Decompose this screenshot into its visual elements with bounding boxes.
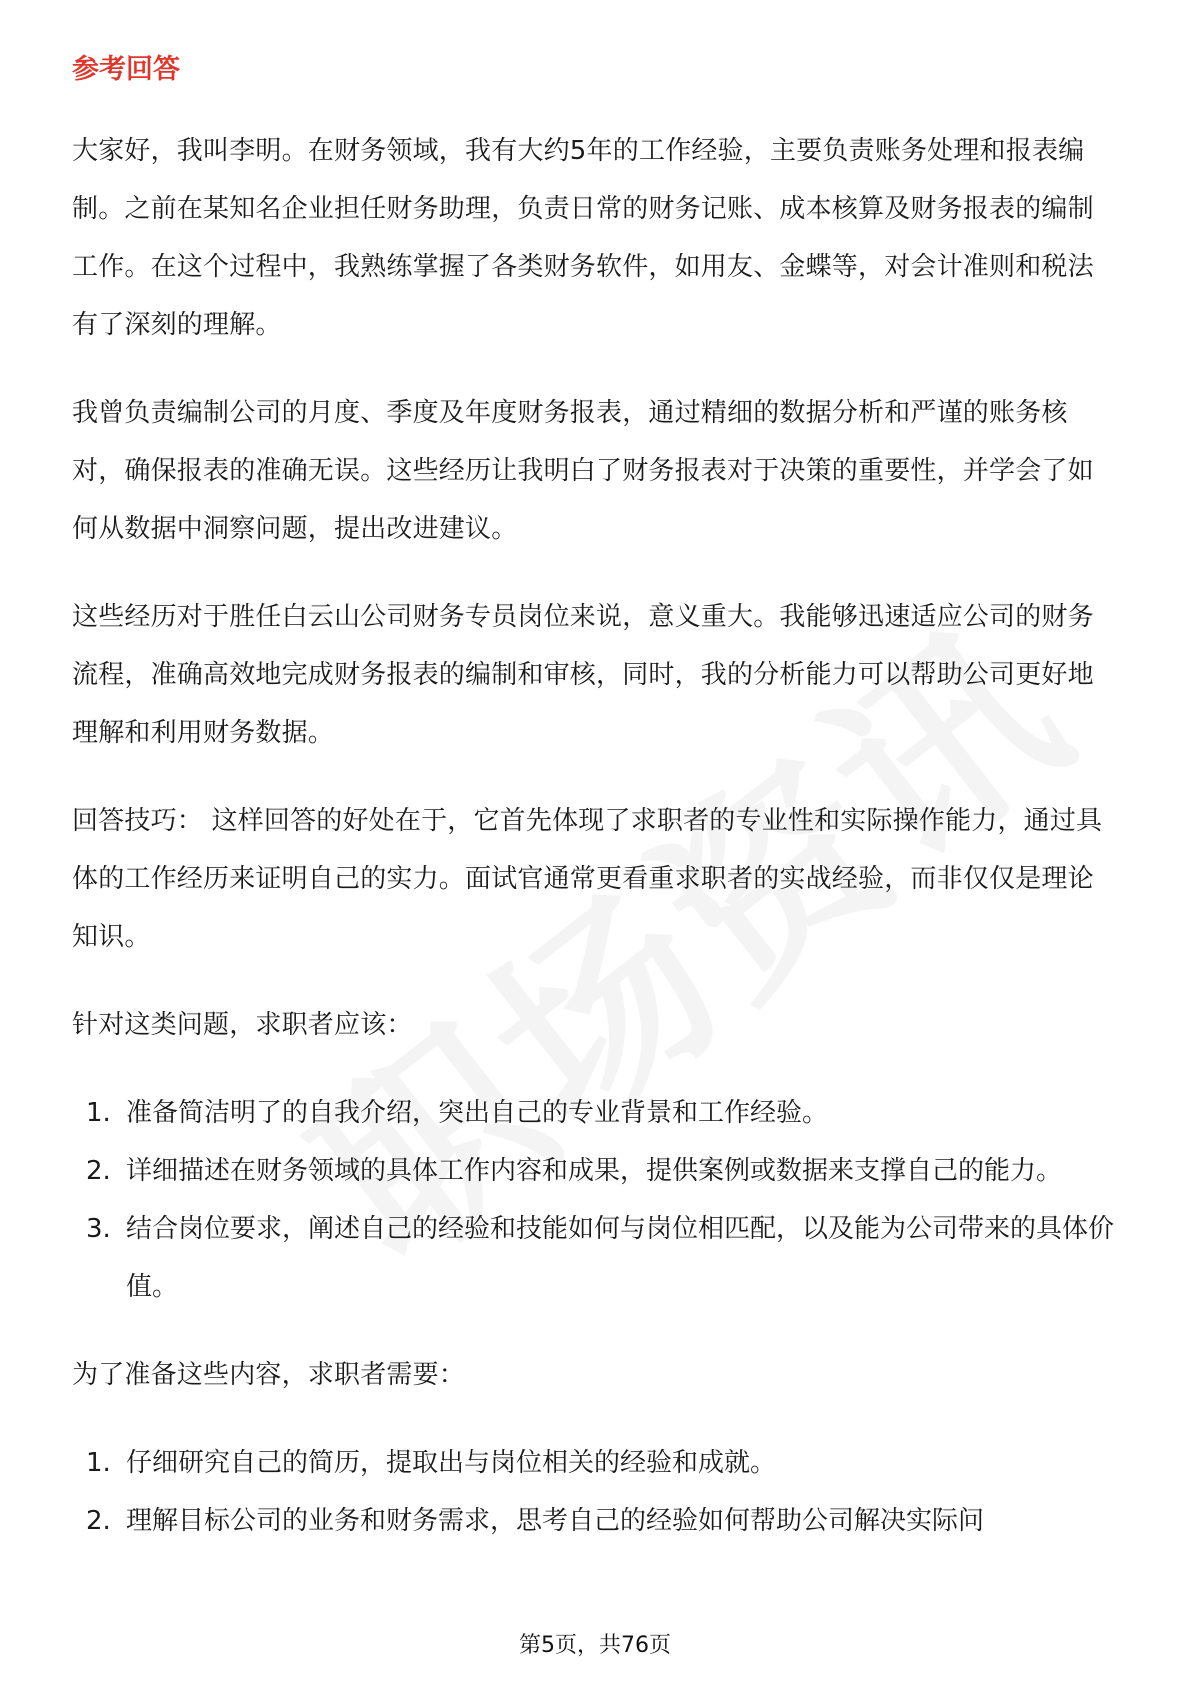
- list-text: 仔细研究自己的简历，提取出与岗位相关的经验和成就。: [126, 1448, 777, 1478]
- prepare-list: [72, 1434, 1118, 1550]
- list-item: [72, 1084, 1118, 1142]
- list-item: [72, 1492, 1118, 1550]
- list-number: 2.: [86, 1156, 111, 1186]
- list-number: 3.: [86, 1214, 111, 1244]
- list-text: 结合岗位要求，阐述自己的经验和技能如何与岗位相匹配，以及能为公司带来的具体价值。: [126, 1214, 1115, 1302]
- list-number: 2.: [86, 1506, 111, 1536]
- paragraph-prepare: 为了准备这些内容，求职者需要：: [72, 1360, 466, 1390]
- page-footer: 第5页，共76页: [519, 1633, 671, 1658]
- list-text: 详细描述在财务领域的具体工作内容和成果，提供案例或数据来支撑自己的能力。: [126, 1156, 1063, 1186]
- paragraph-tips: 回答技巧： 这样回答的好处在于，它首先体现了求职者的专业性和实际操作能力，通过具体的工作经历来证明自己的实力。面试官通常更看重求职者的实战经验，而非仅仅是理论知识。: [72, 806, 1103, 952]
- list-item: [72, 1142, 1118, 1200]
- list-text: 理解目标公司的业务和财务需求，思考自己的经验如何帮助公司解决实际问: [126, 1506, 985, 1536]
- list-item: [72, 1200, 1118, 1316]
- paragraph-should: 针对这类问题，求职者应该：: [72, 1010, 413, 1040]
- list-number: 1.: [86, 1098, 111, 1128]
- list-item: [72, 1434, 1118, 1492]
- section-title: 参考回答: [72, 54, 180, 85]
- paragraph-relevance: 这些经历对于胜任白云山公司财务专员岗位来说，意义重大。我能够迅速适应公司的财务流程，准确高效地完成财务报表的编制和审核，同时，我的分析能力可以帮助公司更好地理解和利用财务数据。: [72, 602, 1094, 748]
- list-number: 1.: [86, 1448, 111, 1478]
- list-text: 准备简洁明了的自我介绍，突出自己的专业背景和工作经验。: [126, 1098, 829, 1128]
- advice-list: [72, 1084, 1118, 1316]
- document-page: [72, 48, 1118, 1580]
- paragraph-intro: 大家好，我叫李明。在财务领域，我有大约5年的工作经验，主要负责账务处理和报表编制。之前在某知名企业担任财务助理，负责日常的财务记账、成本核算及财务报表的编制工作。在这个过程中，我熟练掌握了各类财务软件，如用友、金蝶等，对会计准则和税法有了深刻的理解。: [72, 136, 1094, 340]
- paragraph-experience: 我曾负责编制公司的月度、季度及年度财务报表，通过精细的数据分析和严谨的账务核对，确保报表的准确无误。这些经历让我明白了财务报表对于决策的重要性，并学会了如何从数据中洞察问题，提出改进建议。: [72, 398, 1094, 544]
